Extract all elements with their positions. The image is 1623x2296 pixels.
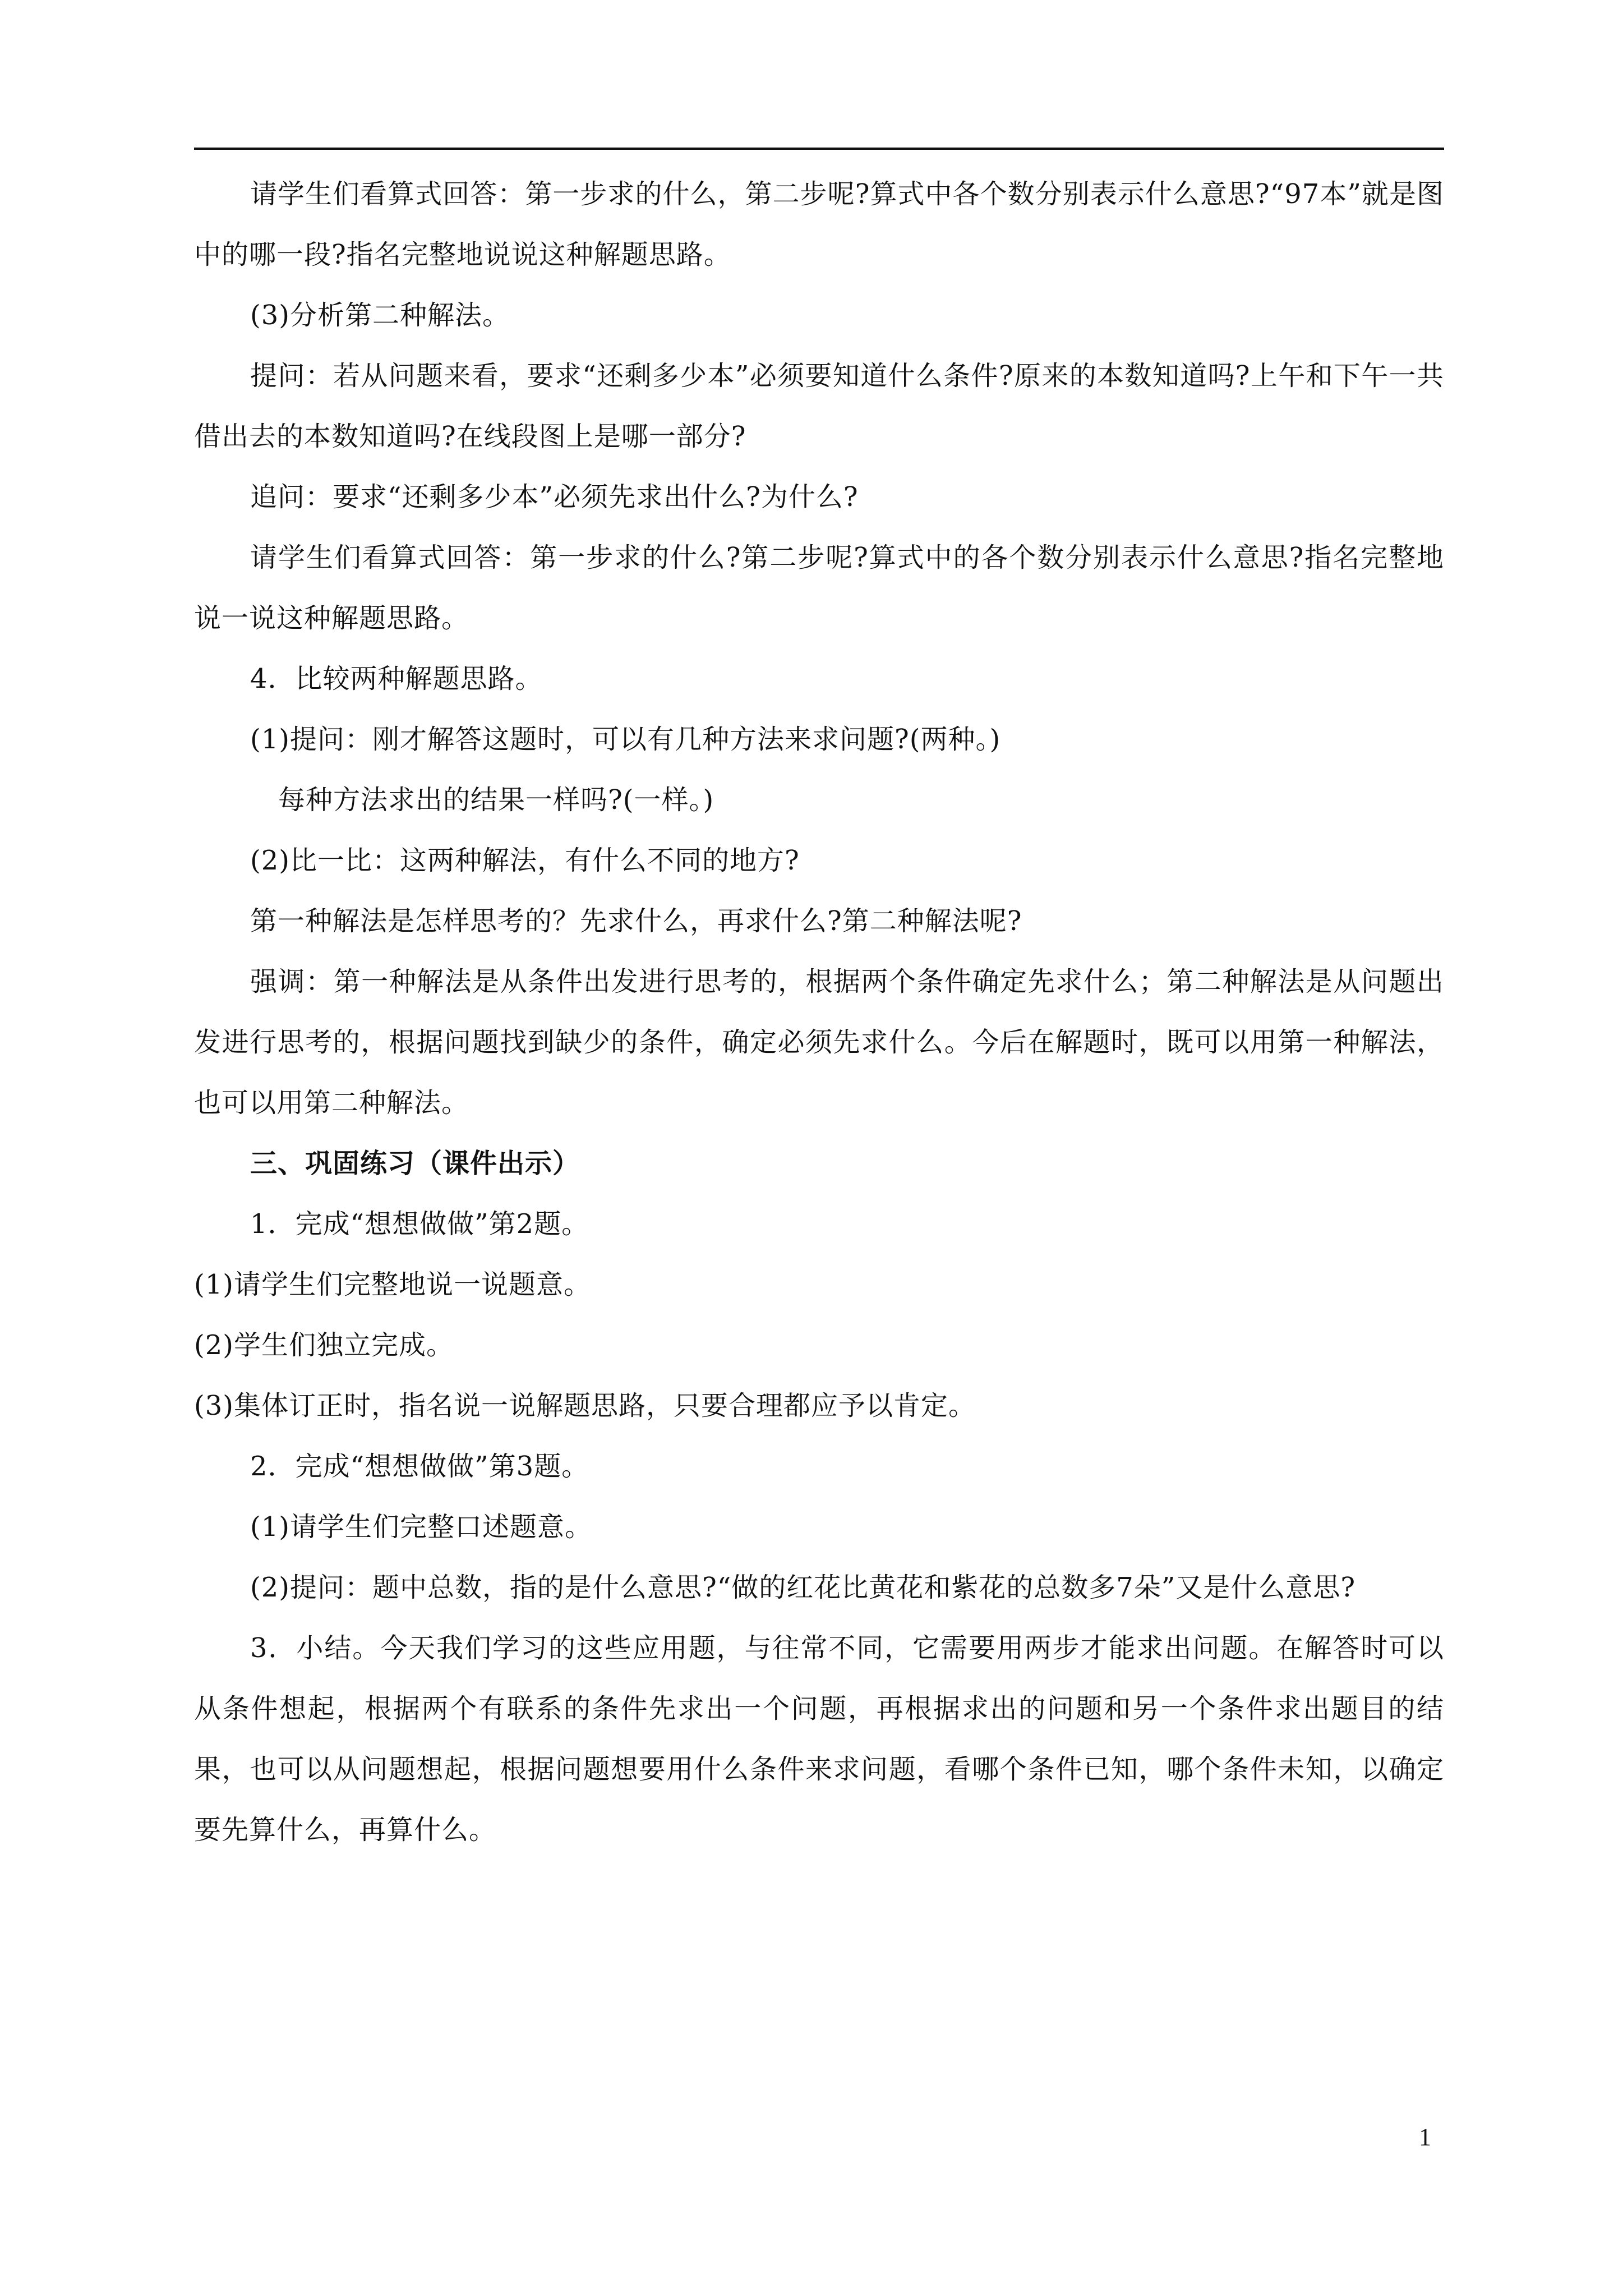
paragraph: 第一种解法是怎样思考的？先求什么，再求什么?第二种解法呢?	[250, 905, 1022, 937]
paragraph: 请学生们看算式回答：第一步求的什么，第二步呢?算式中各个数分别表示什么意思?“97本”就是图中的哪一段?指名完整地说说这种解题思路。	[194, 178, 1444, 270]
paragraph: 1．完成“想想做做”第2题。	[250, 1208, 589, 1240]
paragraph: (2)比一比：这两种解法，有什么不同的地方?	[250, 845, 800, 876]
paragraph: 请学生们看算式回答：第一步求的什么?第二步呢?算式中的各个数分别表示什么意思?指名完整地说一说这种解题思路。	[194, 542, 1444, 634]
paragraph: (1)请学生们完整地说一说题意。	[194, 1269, 591, 1300]
section-heading: 三、巩固练习（课件出示）	[250, 1148, 580, 1179]
paragraph: (1)请学生们完整口述题意。	[250, 1511, 592, 1543]
paragraph: 提问：若从问题来看，要求“还剩多少本”必须要知道什么条件?原来的本数知道吗?上午和下午一共借出去的本数知道吗?在线段图上是哪一部分?	[194, 360, 1444, 452]
document-body	[194, 164, 1444, 1860]
header-rule	[194, 148, 1444, 150]
paragraph: (2)提问：题中总数，指的是什么意思?“做的红花比黄花和紫花的总数多7朵”又是什么意思?	[250, 1572, 1356, 1603]
paragraph: 3．小结。今天我们学习的这些应用题，与往常不同，它需要用两步才能求出问题。在解答时可以从条件想起，根据两个有联系的条件先求出一个问题，再根据求出的问题和另一个条件求出题目的结果，也可以从问题想起，根据问题想要用什么条件来求问题，看哪个条件已知，哪个条件未知，以确定要先算什么，再算什么。	[194, 1632, 1444, 1846]
paragraph: (3)集体订正时，指名说一说解题思路，只要合理都应予以肯定。	[194, 1390, 976, 1421]
page-number: 1	[1419, 2123, 1431, 2151]
paragraph: 追问：要求“还剩多少本”必须先求出什么?为什么?	[250, 481, 859, 513]
paragraph: 强调：第一种解法是从条件出发进行思考的，根据两个条件确定先求什么；第二种解法是从问题出发进行思考的，根据问题找到缺少的条件，确定必须先求什么。今后在解题时，既可以用第一种解法，也可以用第二种解法。	[194, 966, 1444, 1119]
paragraph: 每种方法求出的结果一样吗?(一样。)	[278, 784, 714, 816]
paragraph: (2)学生们独立完成。	[194, 1329, 454, 1361]
paragraph: 4．比较两种解题思路。	[250, 663, 543, 694]
paragraph: (1)提问：刚才解答这题时，可以有几种方法来求问题?(两种。)	[250, 724, 1001, 755]
paragraph: 2．完成“想想做做”第3题。	[250, 1451, 589, 1482]
paragraph: (3)分析第二种解法。	[250, 300, 510, 331]
